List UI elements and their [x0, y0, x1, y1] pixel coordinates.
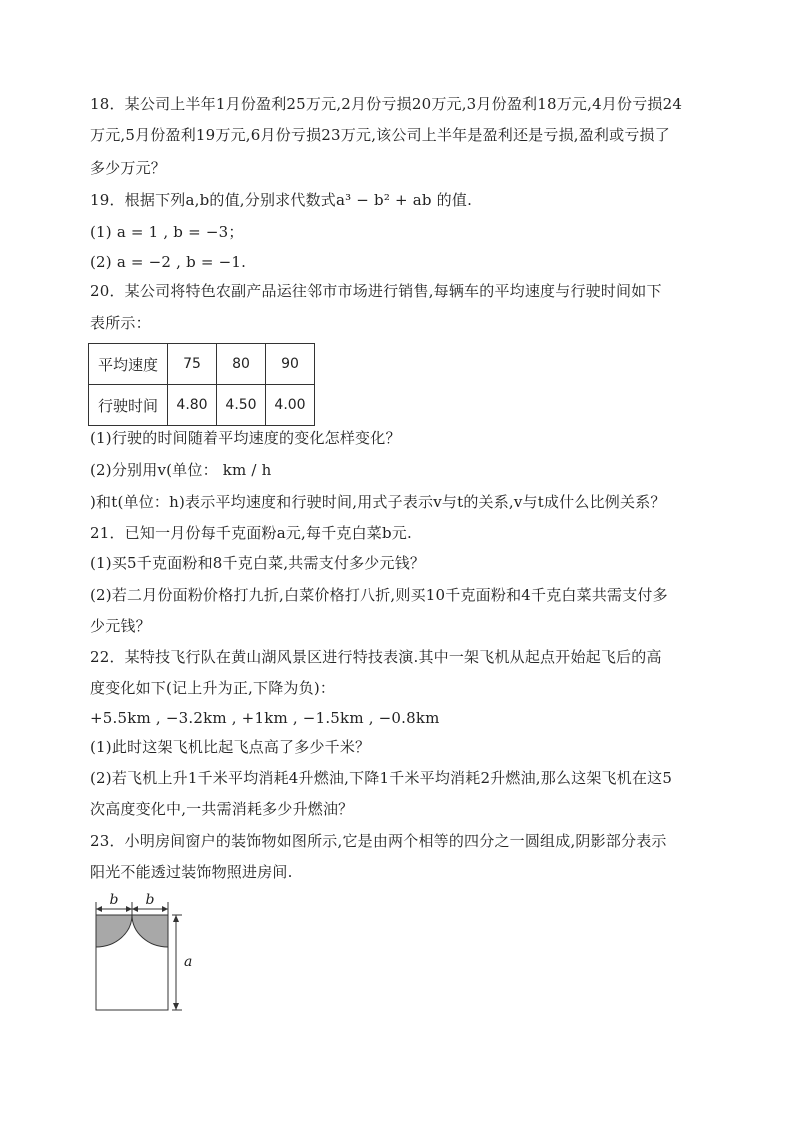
- speed-time-table: [88, 343, 315, 426]
- label-a: a: [184, 954, 193, 970]
- label-b2: b: [145, 892, 155, 908]
- q20-part-1: (1)行驶的时间随着平均速度的变化怎样变化？: [90, 429, 401, 447]
- q20-line-2: 表所示：: [90, 314, 151, 332]
- q23-line-2: 阳光不能透过装饰物照进房间.: [90, 863, 293, 881]
- q22-line-2: 度变化如下(记上升为正,下降为负)：: [90, 679, 336, 697]
- table-row: [89, 385, 315, 426]
- q21-stem: 21．已知一月份每千克面粉a元,每千克白菜b元.: [90, 524, 412, 542]
- q21-part-1: (1)买5千克面粉和8千克白菜,共需支付多少元钱？: [90, 554, 426, 572]
- q18-line-1: 18．某公司上半年1月份盈利25万元,2月份亏损20万元,3月份盈利18万元,4月份亏损24: [90, 95, 683, 113]
- table-cell: 80: [217, 344, 266, 385]
- figure-svg: [92, 892, 202, 1017]
- table-cell: 4.50: [217, 385, 266, 426]
- q21-part-2b: 少元钱？: [90, 617, 151, 635]
- q22-values: +5.5km , −3.2km , +1km , −1.5km , −0.8km: [90, 709, 440, 727]
- window-decoration-figure: [92, 892, 202, 1021]
- table-row: [89, 344, 315, 385]
- q20-part-2a: (2)分别用v(单位： km / h: [90, 461, 272, 479]
- q18-line-3: 多少万元？: [90, 159, 167, 177]
- table-cell: 90: [266, 344, 315, 385]
- table-header-time: 行驶时间: [89, 385, 168, 426]
- q20-part-2b: )和t(单位：h)表示平均速度和行驶时间,用式子表示v与t的关系,v与t成什么比例关系？: [90, 493, 666, 511]
- table-cell: 4.00: [266, 385, 315, 426]
- table-cell: 4.80: [168, 385, 217, 426]
- q19-stem: 19．根据下列a,b的值,分别求代数式a³ − b² + ab 的值.: [90, 191, 473, 209]
- q22-part-2a: (2)若飞机上升1千米平均消耗4升燃油,下降1千米平均消耗2升燃油,那么这架飞机在这5: [90, 769, 673, 787]
- q22-part-2b: 次高度变化中,一共需消耗多少升燃油？: [90, 800, 354, 818]
- q21-part-2a: (2)若二月份面粉价格打九折,白菜价格打八折,则买10千克面粉和4千克白菜共需支付多: [90, 586, 668, 604]
- q22-line-1: 22．某特技飞行队在黄山湖风景区进行特技表演.其中一架飞机从起点开始起飞后的高: [90, 648, 662, 666]
- q18-line-2: 万元,5月份盈利19万元,6月份亏损23万元,该公司上半年是盈利还是亏损,盈利或亏损了: [90, 126, 670, 144]
- q19-part-2: (2) a = −2 , b = −1.: [90, 253, 247, 271]
- q20-line-1: 20．某公司将特色农副产品运往邻市市场进行销售,每辆车的平均速度与行驶时间如下: [90, 282, 662, 300]
- table-header-speed: 平均速度: [89, 344, 168, 385]
- label-b1: b: [109, 892, 119, 908]
- table-cell: 75: [168, 344, 217, 385]
- q22-part-1: (1)此时这架飞机比起飞点高了多少千米？: [90, 738, 371, 756]
- q23-line-1: 23．小明房间窗户的装饰物如图所示,它是由两个相等的四分之一圆组成,阴影部分表示: [90, 832, 667, 850]
- q19-part-1: (1) a = 1 , b = −3；: [90, 223, 244, 241]
